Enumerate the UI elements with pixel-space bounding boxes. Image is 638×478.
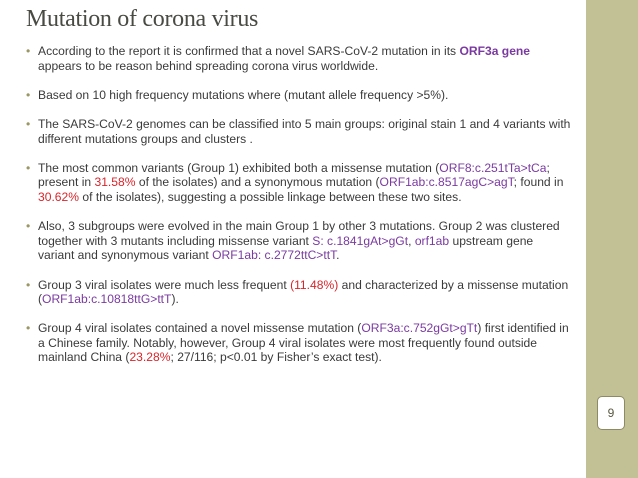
bullet-text: . [336, 248, 340, 263]
bullet-text: of the isolates), suggesting a possible linkage between these two sites. [79, 189, 462, 204]
highlight-gene-variant: ORF8:c.251tTa>tCa [439, 160, 547, 175]
bullet-text: Group 4 viral isolates contained a novel missense mutation ( [38, 321, 362, 336]
bullet-text: ) first identified in a Chinese family. Notably, however, Group 4 viral isolates were most frequently found outside mainland China ( [38, 321, 569, 365]
highlight-percentage: 31.58% [94, 175, 136, 190]
highlight-gene-variant: S: c.1841gAt>gGt [312, 233, 409, 248]
bullet-item [26, 278, 572, 307]
bullet-text: Group 3 viral isolates were much less frequent [38, 277, 291, 292]
bullet-dot-icon: • [26, 160, 31, 175]
bullet-item [26, 117, 572, 146]
bullet-text: ; 27/116; p<0.01 by Fisher’s exact test). [170, 350, 382, 365]
bullet-item [26, 321, 572, 365]
highlight-gene-variant: ORF1ab: c.2772ttC>ttT [212, 248, 337, 263]
bullet-text: of the isolates) and a synonymous mutation ( [135, 175, 380, 190]
highlight-gene-name: ORF3a gene [459, 44, 531, 58]
bullet-text: Based on 10 high frequency mutations where (mutant allele frequency >5%). [38, 87, 449, 102]
bullet-item [26, 161, 572, 205]
bullet-text: Also, 3 subgroups were evolved in the main Group 1 by other 3 mutations. Group 2 was clustered together with 3 mutants including missense variant [38, 219, 560, 248]
bullet-text: ; present in [38, 160, 550, 190]
bullet-dot-icon: • [26, 321, 31, 336]
bullet-dot-icon: • [26, 87, 31, 102]
bullet-text: The most common variants (Group 1) exhibited both a missense mutation ( [38, 160, 440, 175]
bullet-text: and characterized by a missense mutation ( [38, 277, 569, 307]
bullet-dot-icon: • [26, 116, 31, 131]
bullet-text: According to the report it is confirmed that a novel SARS-CoV-2 mutation in its [38, 44, 460, 58]
bullet-dot-icon: • [26, 44, 31, 58]
bullet-item [26, 219, 572, 263]
highlight-gene-variant: ORF1ab:c.8517agC>agT [379, 175, 514, 190]
highlight-percentage: (11.48%) [290, 277, 339, 292]
bullet-dot-icon: • [26, 219, 31, 234]
bullet-item [26, 88, 572, 103]
bullet-list [26, 44, 572, 380]
page-number: 9 [597, 396, 625, 430]
highlight-gene-variant: ORF1ab:c.10818ttG>ttT [42, 292, 172, 307]
bullet-text: , [408, 233, 415, 248]
highlight-gene-variant: orf1ab [414, 233, 450, 248]
bullet-text: appears to be reason behind spreading corona virus worldwide. [38, 58, 379, 73]
highlight-percentage: 30.62% [38, 189, 80, 204]
bullet-dot-icon: • [26, 277, 31, 292]
bullet-text: The SARS-CoV-2 genomes can be classified into 5 main groups: original stain 1 and 4 variants with different mutations groups and clusters . [38, 116, 571, 146]
highlight-gene-variant: ORF3a:c.752gGt>gTt [361, 321, 478, 336]
highlight-percentage: 23.28% [129, 350, 171, 365]
bullet-text: ). [171, 292, 179, 307]
bullet-item [26, 44, 572, 73]
bullet-text: ; found in [513, 175, 564, 190]
slide-title: Mutation of corona virus [26, 6, 259, 32]
bullet-text: upstream gene variant and synonymous variant [38, 233, 534, 263]
